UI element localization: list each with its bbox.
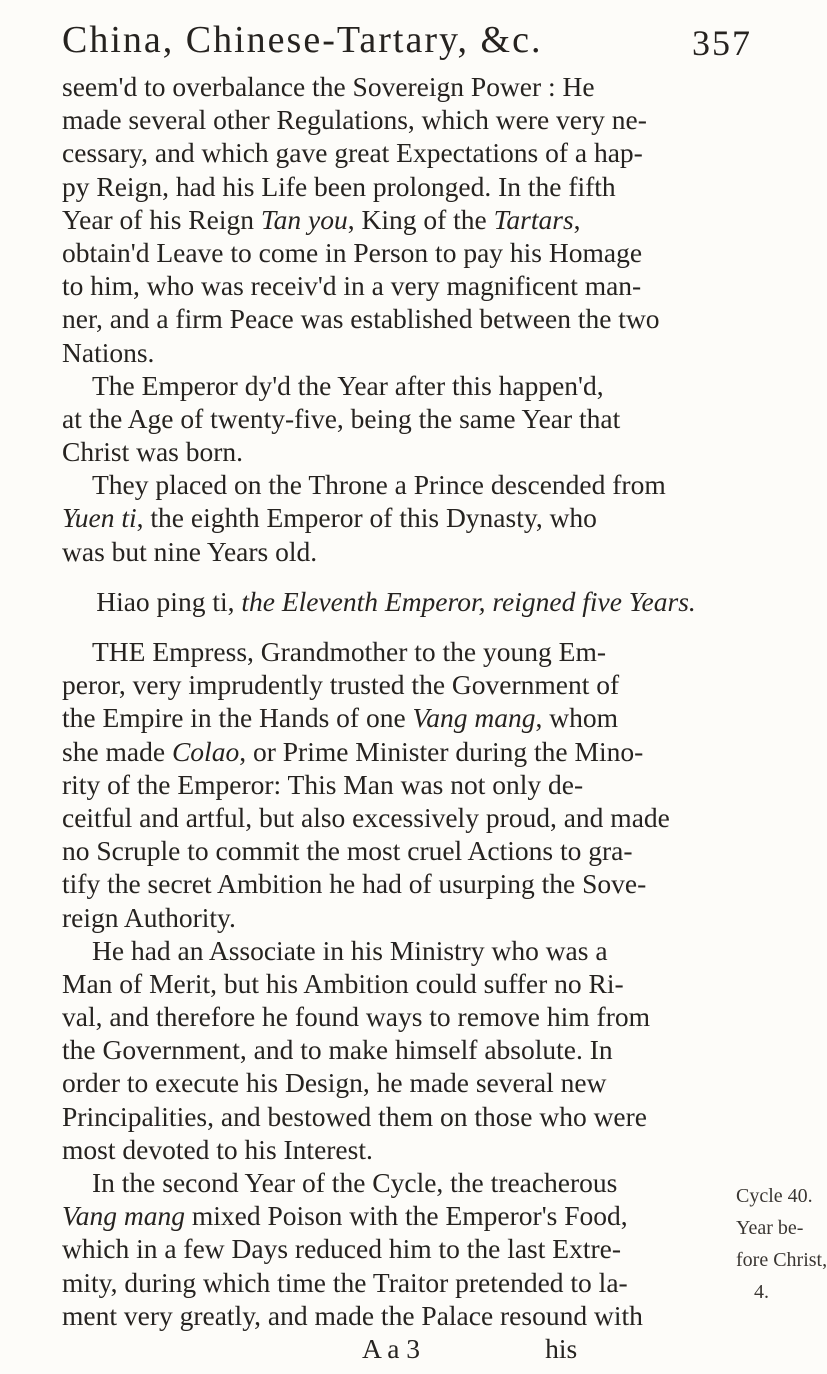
margin-note [736, 1180, 827, 1308]
text-line: seem'd to overbalance the Sovereign Power : He [62, 71, 595, 102]
text-line: which in a few Days reduced him to the last Extre- [62, 1233, 621, 1265]
text-span: , [573, 203, 581, 235]
text-span: , or Prime Minister during the Mino- [239, 735, 644, 767]
text-line: rity of the Emperor: This Man was not only de- [62, 768, 584, 800]
person-name: Yuen ti [62, 502, 137, 534]
text-line: Man of Merit, but his Ambition could suffer no Ri- [62, 967, 624, 999]
text-line: THE Empress, Grandmother to the young Em- [92, 636, 606, 667]
margin-note-line: Year be- [736, 1217, 804, 1239]
person-name: Vang mang [62, 1200, 185, 1232]
text-line: He had an Associate in his Ministry who was a [92, 934, 608, 966]
text-line: py Reign, had his Life been prolonged. In the fifth [62, 170, 616, 202]
text-line: peror, very imprudently trusted the Government of [62, 669, 620, 701]
text-line: ner, and a firm Peace was established between the two [62, 303, 660, 335]
text-line: reign Authority. [62, 901, 236, 933]
text-line: val, and therefore he found ways to remove him from [62, 1001, 651, 1033]
text-line: most devoted to his Interest. [62, 1133, 373, 1165]
text-line: to him, who was receiv'd in a very magnificent man- [62, 270, 642, 302]
text-span: , whom [535, 702, 619, 734]
text-line: the Government, and to make himself absolute. In [62, 1034, 613, 1066]
text-line: mity, during which time the Traitor pretended to la- [62, 1266, 628, 1298]
text-line: no Scruple to commit the most cruel Actions to gra- [62, 835, 633, 867]
text-line: They placed on the Throne a Prince descended from [92, 469, 666, 501]
signature-line [62, 1332, 730, 1365]
text-span: she made [62, 735, 172, 767]
text-line [62, 501, 730, 534]
text-line [62, 735, 730, 768]
text-line: In the second Year of the Cycle, the treacherous [92, 1167, 618, 1198]
person-name: Vang mang [412, 702, 536, 734]
text-span: the Empire in the Hands of one [62, 702, 413, 734]
text-span: , the eighth Emperor of this Dynasty, who [136, 502, 597, 534]
heading-name: Hiao ping ti, [96, 585, 242, 617]
text-line: ceitful and artful, but also excessively proud, and made [62, 801, 670, 833]
people-name: Tartars [493, 203, 574, 235]
text-line: ment very greatly, and made the Palace resound with [62, 1299, 643, 1331]
body-text [62, 70, 730, 1365]
margin-note-line: Cycle 40. [736, 1185, 813, 1207]
signature-mark: A a 3 [362, 1332, 421, 1364]
section-heading [62, 585, 730, 618]
heading-subtitle: the Eleventh Emperor, reigned five Years. [241, 585, 696, 617]
text-span: Year of his Reign [62, 203, 261, 235]
margin-note-line: fore Christ, [736, 1249, 827, 1271]
page-number: 357 [692, 23, 752, 63]
text-span: mixed Poison with the Emperor's Food, [185, 1200, 628, 1232]
text-line [62, 1199, 730, 1232]
text-line: The Emperor dy'd the Year after this happen'd, [92, 369, 604, 401]
text-line: tify the secret Ambition he had of usurping the Sove- [62, 868, 647, 900]
text-line: cessary, and which gave great Expectations of a hap- [62, 137, 643, 169]
text-line: was but nine Years old. [62, 535, 318, 567]
text-line: at the Age of twenty-five, being the same Year that [62, 402, 621, 434]
title-term: Colao [171, 735, 240, 767]
text-span: , King of the [347, 203, 494, 235]
running-title: China, Chinese-Tartary, &c. [62, 19, 543, 61]
person-name: Tan you [260, 203, 348, 235]
text-line [62, 701, 730, 734]
text-line [62, 203, 730, 236]
text-line: obtain'd Leave to come in Person to pay his Homage [62, 236, 643, 268]
text-line: order to execute his Design, he made several new [62, 1067, 607, 1099]
catchword: his [545, 1332, 578, 1364]
text-line: Principalities, and bestowed them on those who were [62, 1100, 648, 1132]
running-header [62, 14, 752, 70]
margin-note-line: 4. [754, 1281, 769, 1303]
text-line: Christ was born. [62, 436, 244, 468]
text-line: made several other Regulations, which were very ne- [62, 104, 647, 136]
text-line: Nations. [62, 336, 155, 368]
